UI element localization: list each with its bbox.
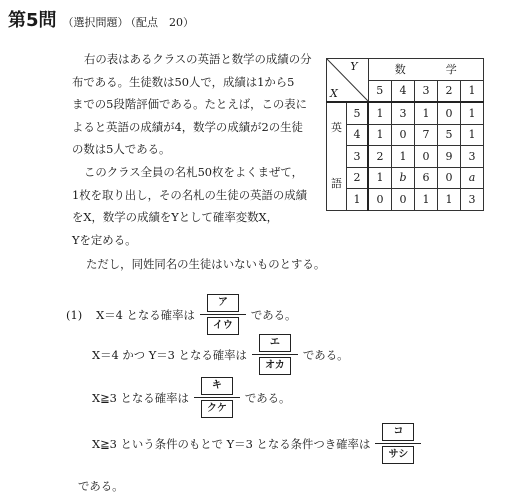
answer-fraction bbox=[200, 294, 246, 335]
table-cell: 1 bbox=[392, 146, 415, 168]
fraction-bar bbox=[194, 397, 240, 398]
table-cell: 0 bbox=[415, 146, 438, 168]
table-cell: 0 bbox=[438, 102, 461, 124]
answer-box-denominator[interactable]: イウ bbox=[207, 317, 239, 335]
question-suffix: である。 bbox=[302, 347, 349, 362]
problem-points: （配点 20） bbox=[130, 16, 195, 29]
row-header: 5 bbox=[347, 102, 369, 124]
question-text: X≧3 となる確率は bbox=[92, 390, 189, 405]
answer-box-denominator[interactable]: オカ bbox=[259, 357, 291, 375]
intro-line: 1枚を取り出し，その名札の生徒の英語の成績 bbox=[72, 187, 308, 202]
col-header: 5 bbox=[368, 80, 392, 102]
intro-line: 右の表はあるクラスの英語と数学の成績の分 bbox=[84, 52, 312, 66]
col-header: 1 bbox=[461, 80, 484, 102]
problem-number: 第5問 bbox=[8, 10, 57, 31]
question-suffix: である。 bbox=[250, 307, 297, 322]
table-cell: 7 bbox=[415, 124, 438, 146]
col-header: 2 bbox=[438, 80, 461, 102]
intro-line: Yを定める。 bbox=[72, 232, 137, 247]
y-label: Y bbox=[350, 60, 358, 73]
x-label: X bbox=[330, 87, 338, 100]
table-cell: 5 bbox=[438, 124, 461, 146]
table-cell: 9 bbox=[438, 146, 461, 168]
table-corner bbox=[327, 59, 369, 103]
row-header: 1 bbox=[347, 189, 369, 211]
col-header: 3 bbox=[415, 80, 438, 102]
table-cell-variable-b: b bbox=[392, 167, 415, 189]
question-suffix: である。 bbox=[244, 390, 291, 405]
answer-box-numerator[interactable]: コ bbox=[382, 423, 414, 441]
intro-line: をX，数学の成績をYとして確率変数X， bbox=[72, 210, 278, 225]
row-header: 2 bbox=[347, 167, 369, 189]
row-header: 3 bbox=[347, 146, 369, 168]
table-cell: 3 bbox=[461, 189, 484, 211]
answer-fraction bbox=[375, 423, 421, 464]
table-cell: 1 bbox=[461, 124, 484, 146]
question-text: X＝4 となる確率は bbox=[96, 307, 195, 322]
table-cell: 2 bbox=[368, 146, 392, 168]
col-header: 4 bbox=[392, 80, 415, 102]
problem-header bbox=[8, 6, 194, 32]
table-cell: 0 bbox=[368, 189, 392, 211]
answer-box-denominator[interactable]: サシ bbox=[382, 446, 414, 464]
table-cell: 1 bbox=[415, 189, 438, 211]
question-2 bbox=[92, 334, 348, 375]
fraction-bar bbox=[200, 314, 246, 315]
fraction-bar bbox=[375, 443, 421, 444]
intro-line: の数は5人である。 bbox=[72, 142, 171, 157]
intro-line: までの5段階評価である。たとえば，この表に bbox=[72, 97, 308, 112]
math-char: 数 bbox=[394, 63, 406, 77]
math-header bbox=[368, 59, 484, 81]
table-cell: 1 bbox=[368, 102, 392, 124]
intro-paragraph-1 bbox=[72, 48, 324, 161]
table-cell: 0 bbox=[392, 124, 415, 146]
table-cell: 1 bbox=[461, 102, 484, 124]
table-cell: 3 bbox=[461, 146, 484, 168]
table-cell: 1 bbox=[368, 124, 392, 146]
table-cell: 6 bbox=[415, 167, 438, 189]
english-header bbox=[327, 102, 347, 210]
question-1 bbox=[66, 294, 296, 335]
question-text: X≧3 という条件のもとで Y＝3 となる条件つき確率は bbox=[92, 436, 371, 451]
table-cell: 0 bbox=[392, 189, 415, 211]
intro-line: このクラス全員の名札50枚をよくまぜて， bbox=[84, 164, 303, 179]
answer-fraction bbox=[194, 377, 240, 418]
english-char: 英 bbox=[331, 121, 342, 135]
question-label: (1) bbox=[66, 307, 83, 322]
intro-paragraph-2 bbox=[72, 161, 324, 251]
table-cell-variable-a: a bbox=[461, 167, 484, 189]
math-char: 学 bbox=[445, 63, 457, 77]
table-cell: 1 bbox=[368, 167, 392, 189]
score-distribution-table bbox=[326, 58, 484, 211]
intro-line: よると英語の成績が4，数学の成績が2の生徒 bbox=[72, 119, 303, 134]
question-4 bbox=[92, 423, 426, 464]
answer-box-numerator[interactable]: キ bbox=[201, 377, 233, 395]
table-cell: 1 bbox=[438, 189, 461, 211]
table-cell: 3 bbox=[392, 102, 415, 124]
question-3 bbox=[92, 377, 290, 418]
question-4-ending: である。 bbox=[78, 479, 124, 493]
english-char: 語 bbox=[331, 177, 342, 191]
question-text: X＝4 かつ Y＝3 となる確率は bbox=[92, 347, 247, 362]
intro-text bbox=[72, 48, 324, 251]
intro-line: 布である。生徒数は50人で，成績は1から5 bbox=[72, 74, 295, 89]
answer-box-numerator[interactable]: ア bbox=[207, 294, 239, 312]
row-header: 4 bbox=[347, 124, 369, 146]
answer-fraction bbox=[252, 334, 298, 375]
note-text: ただし，同姓同名の生徒はいないものとする。 bbox=[86, 257, 326, 271]
table-cell: 0 bbox=[438, 167, 461, 189]
table-cell: 1 bbox=[415, 102, 438, 124]
answer-box-denominator[interactable]: クケ bbox=[201, 400, 233, 418]
problem-tag: （選択問題） bbox=[62, 16, 129, 29]
answer-box-numerator[interactable]: エ bbox=[259, 334, 291, 352]
fraction-bar bbox=[252, 354, 298, 355]
